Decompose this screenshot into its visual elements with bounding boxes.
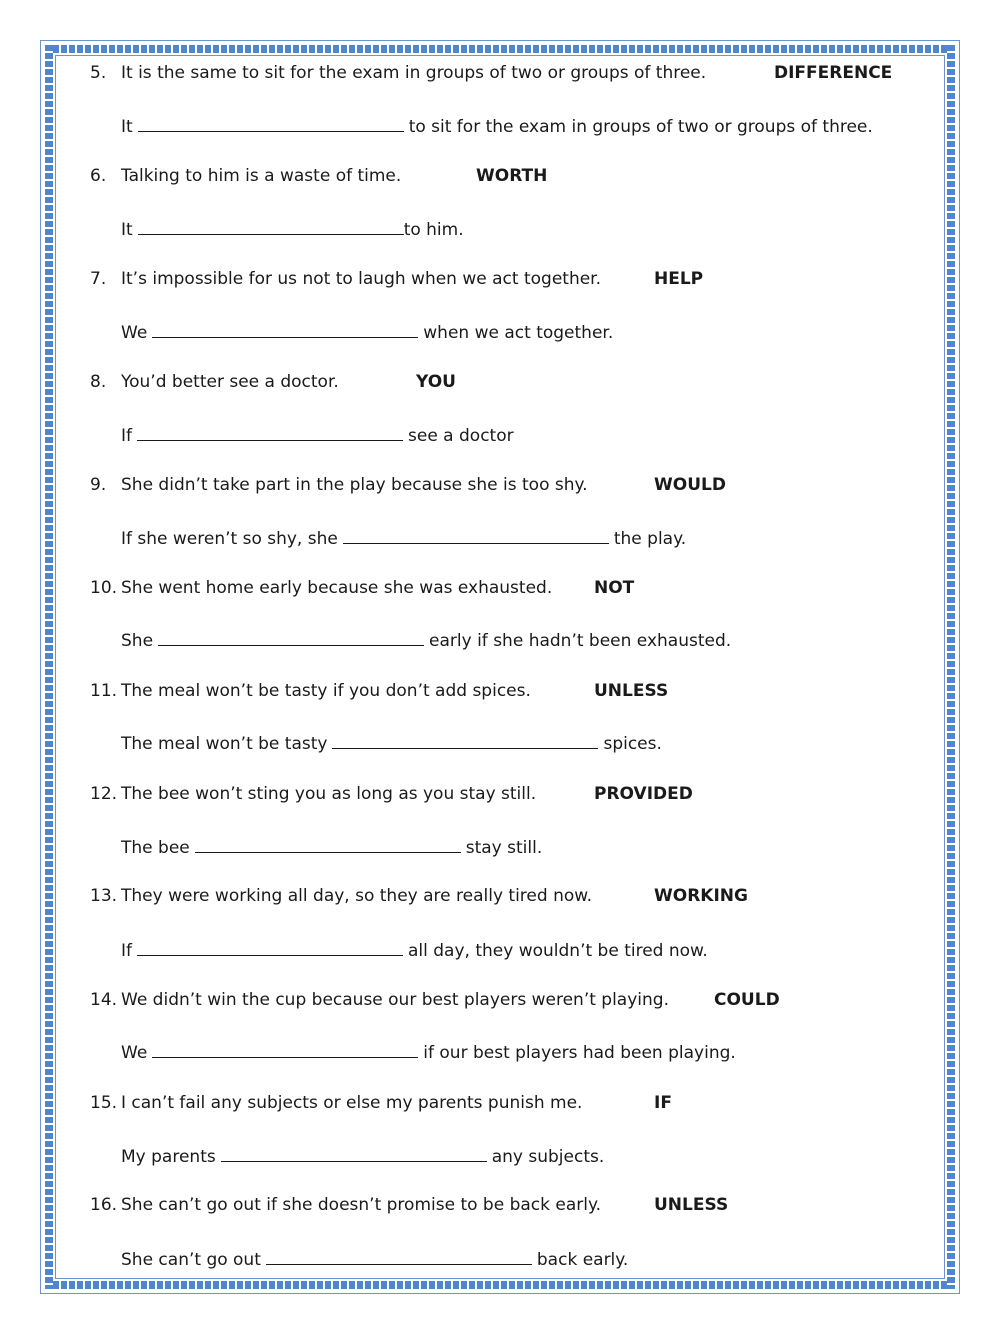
answer-line xyxy=(121,218,464,240)
exercise-keyword: COULD xyxy=(714,990,780,1010)
answer-end-text: to him. xyxy=(403,220,464,240)
answer-blank[interactable] xyxy=(221,1145,487,1162)
answer-start-text: We xyxy=(121,323,148,343)
answer-start-text: If she weren’t so shy, she xyxy=(121,529,338,549)
answer-start-text: It xyxy=(121,117,133,137)
exercise-sentence: Talking to him is a waste of time. xyxy=(121,166,402,186)
exercise-keyword: PROVIDED xyxy=(594,784,693,804)
exercise-sentence: It’s impossible for us not to laugh when we act together. xyxy=(121,269,602,289)
exercise-keyword: YOU xyxy=(416,372,456,392)
exercise-sentence: It is the same to sit for the exam in groups of two or groups of three. xyxy=(121,63,707,83)
answer-start-text: She xyxy=(121,631,154,651)
answer-blank[interactable] xyxy=(266,1248,532,1265)
border-band-top xyxy=(45,45,955,53)
exercise-keyword: WORKING xyxy=(654,886,748,906)
exercise-number: 16. xyxy=(90,1195,118,1215)
exercise-keyword: WOULD xyxy=(654,475,726,495)
exercise-number: 13. xyxy=(90,886,118,906)
answer-end-text: see a doctor xyxy=(408,426,514,446)
exercise-keyword: UNLESS xyxy=(594,681,669,701)
exercise-number: 8. xyxy=(90,372,107,392)
answer-blank[interactable] xyxy=(137,939,403,956)
answer-blank[interactable] xyxy=(195,836,461,853)
answer-end-text: to sit for the exam in groups of two or groups of three. xyxy=(408,117,873,137)
exercise-sentence: They were working all day, so they are really tired now. xyxy=(121,886,593,906)
answer-end-text: the play. xyxy=(613,529,687,549)
answer-blank[interactable] xyxy=(138,115,404,132)
exercise-sentence: The meal won’t be tasty if you don’t add spices. xyxy=(121,681,531,701)
exercise-number: 5. xyxy=(90,63,107,83)
answer-line xyxy=(121,1248,628,1270)
exercise-number: 12. xyxy=(90,784,118,804)
answer-line xyxy=(121,321,613,343)
exercise-sentence: She can’t go out if she doesn’t promise to be back early. xyxy=(121,1195,602,1215)
answer-line xyxy=(121,629,731,651)
border-band-bottom xyxy=(45,1281,955,1289)
answer-end-text: back early. xyxy=(536,1250,629,1270)
exercise-keyword: UNLESS xyxy=(654,1195,729,1215)
answer-blank[interactable] xyxy=(152,321,418,338)
answer-blank[interactable] xyxy=(152,1041,418,1058)
answer-end-text: all day, they wouldn’t be tired now. xyxy=(408,941,708,961)
answer-line xyxy=(121,1145,604,1167)
answer-end-text: stay still. xyxy=(465,838,543,858)
answer-line xyxy=(121,939,708,961)
exercise-number: 11. xyxy=(90,681,118,701)
exercise-number: 14. xyxy=(90,990,118,1010)
border-band-right xyxy=(947,45,955,1289)
answer-blank[interactable] xyxy=(138,218,404,235)
answer-start-text: My parents xyxy=(121,1147,216,1167)
answer-blank[interactable] xyxy=(137,424,403,441)
exercise-sentence: She didn’t take part in the play because she is too shy. xyxy=(121,475,588,495)
answer-line xyxy=(121,115,873,137)
answer-start-text: We xyxy=(121,1043,148,1063)
answer-line xyxy=(121,836,542,858)
answer-end-text: when we act together. xyxy=(423,323,614,343)
answer-blank[interactable] xyxy=(158,629,424,646)
answer-start-text: The meal won’t be tasty xyxy=(121,734,328,754)
answer-start-text: It xyxy=(121,220,133,240)
answer-start-text: The bee xyxy=(121,838,190,858)
exercise-number: 6. xyxy=(90,166,107,186)
answer-blank[interactable] xyxy=(332,732,598,749)
exercise-keyword: WORTH xyxy=(476,166,548,186)
exercise-number: 15. xyxy=(90,1093,118,1113)
exercise-sentence: We didn’t win the cup because our best players weren’t playing. xyxy=(121,990,669,1010)
exercise-keyword: IF xyxy=(654,1093,672,1113)
exercise-keyword: HELP xyxy=(654,269,704,289)
answer-line xyxy=(121,1041,736,1063)
answer-end-text: if our best players had been playing. xyxy=(423,1043,736,1063)
answer-end-text: any subjects. xyxy=(491,1147,605,1167)
answer-end-text: early if she hadn’t been exhausted. xyxy=(429,631,732,651)
exercise-sentence: The bee won’t sting you as long as you stay still. xyxy=(121,784,537,804)
answer-line xyxy=(121,527,686,549)
exercise-sentence: I can’t fail any subjects or else my parents punish me. xyxy=(121,1093,583,1113)
exercise-sentence: She went home early because she was exhausted. xyxy=(121,578,553,598)
border-band-left xyxy=(45,45,53,1289)
exercise-sentence: You’d better see a doctor. xyxy=(121,372,339,392)
answer-line xyxy=(121,424,514,446)
answer-line xyxy=(121,732,662,754)
exercise-number: 10. xyxy=(90,578,118,598)
exercise-keyword: DIFFERENCE xyxy=(774,63,893,83)
answer-blank[interactable] xyxy=(343,527,609,544)
exercise-number: 7. xyxy=(90,269,107,289)
answer-start-text: If xyxy=(121,941,132,961)
answer-start-text: If xyxy=(121,426,132,446)
answer-start-text: She can’t go out xyxy=(121,1250,261,1270)
exercise-number: 9. xyxy=(90,475,107,495)
answer-end-text: spices. xyxy=(603,734,662,754)
exercise-keyword: NOT xyxy=(594,578,635,598)
